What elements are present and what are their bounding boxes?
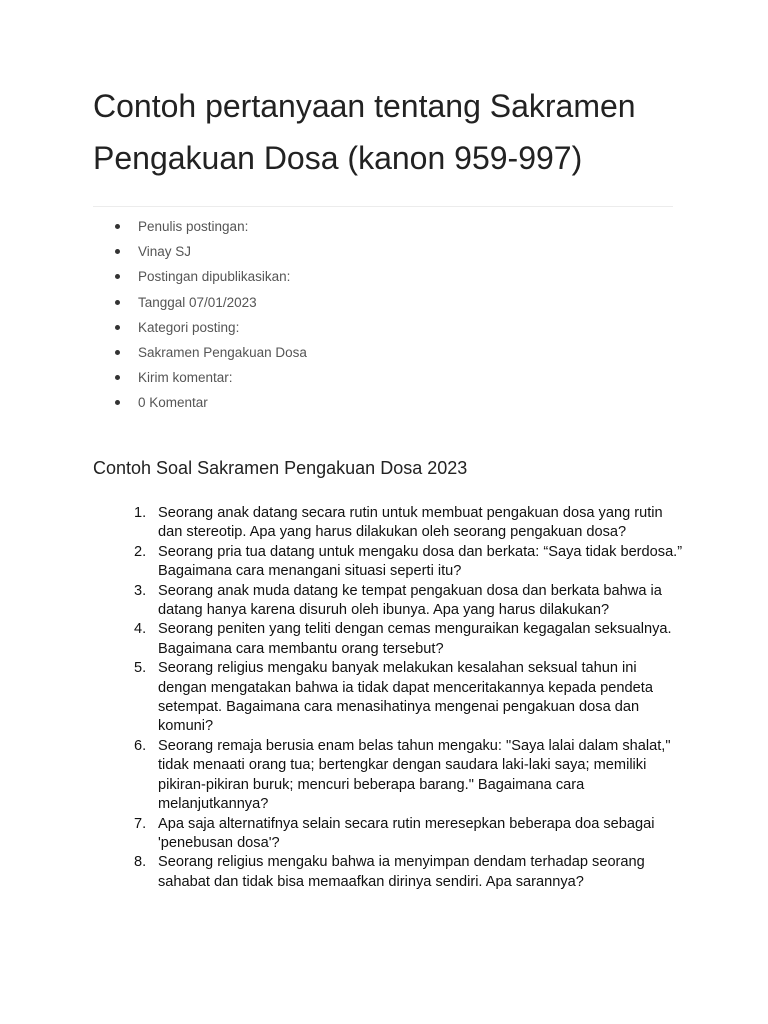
meta-item xyxy=(93,340,307,365)
post-meta-list xyxy=(93,214,307,416)
question-number: 5. xyxy=(134,660,147,677)
bullet-icon xyxy=(115,300,120,305)
question-number: 1. xyxy=(134,505,147,521)
question-number: 2. xyxy=(134,543,147,560)
section-heading: Contoh Soal Sakramen Pengakuan Dosa 2023 xyxy=(93,458,468,478)
question-number: 7. xyxy=(134,815,147,832)
list-item xyxy=(93,815,683,854)
bullet-icon xyxy=(115,249,120,254)
meta-item xyxy=(93,214,307,239)
meta-item xyxy=(93,315,307,340)
bullet-icon xyxy=(115,325,120,330)
meta-published-value: Tanggal 07/01/2023 xyxy=(138,294,257,310)
question-number: 4. xyxy=(134,621,147,638)
meta-item xyxy=(93,365,307,390)
question-text: Seorang anak muda datang ke tempat pengakuan dosa dan berkata bahwa ia datang hanya karena disuruh oleh ibunya. Apa yang harus dilakukan? xyxy=(158,582,662,619)
question-text: Seorang remaja berusia enam belas tahun mengaku: "Saya lalai dalam shalat," tidak menaati orang tua; bertengkar dengan saudara laki-laki saya; memiliki pikiran-pikiran buruk; mencuri beberapa barang." Bagaimana cara melanjutkannya? xyxy=(158,737,671,813)
question-number: 6. xyxy=(134,737,147,754)
list-item xyxy=(93,504,683,543)
bullet-icon xyxy=(115,375,120,380)
meta-item xyxy=(93,390,307,415)
question-text: Apa saja alternatifnya selain secara rutin meresepkan beberapa doa sebagai 'penebusan dosa'? xyxy=(158,815,655,851)
list-item xyxy=(93,620,683,659)
question-text: Seorang anak datang secara rutin untuk membuat pengakuan dosa yang rutin dan stereotip. Apa yang harus dilakukan oleh seorang pengakuan dosa? xyxy=(158,505,663,541)
meta-category-value: Sakramen Pengakuan Dosa xyxy=(138,344,307,360)
question-text: Seorang religius mengaku bahwa ia menyimpan dendam terhadap seorang sahabat dan tidak bisa memaafkan dirinya sendiri. Apa sarannya? xyxy=(158,854,645,890)
question-text: Seorang pria tua datang untuk mengaku dosa dan berkata: “Saya tidak berdosa.” Bagaimana cara menangani situasi seperti itu? xyxy=(158,543,683,580)
meta-comment-label: Kirim komentar: xyxy=(138,370,233,386)
meta-author-value: Vinay SJ xyxy=(138,244,192,260)
meta-category-label: Kategori posting: xyxy=(138,319,240,335)
list-item xyxy=(93,582,683,621)
question-text: Seorang religius mengaku banyak melakukan kesalahan seksual tahun ini dengan mengatakan bahwa ia tidak dapat menceritakannya kepada pendeta setempat. Bagaimana cara menasihatinya mengenai pengakuan dosa dan komuni? xyxy=(158,660,653,735)
list-item xyxy=(93,659,683,737)
question-list xyxy=(93,504,683,892)
question-text: Seorang peniten yang teliti dengan cemas menguraikan kegagalan seksualnya. Bagaimana cara membantu orang tersebut? xyxy=(158,621,672,657)
list-item xyxy=(93,853,683,892)
meta-item xyxy=(93,290,307,315)
list-item xyxy=(93,737,683,815)
page-title: Contoh pertanyaan tentang Sakramen Pengakuan Dosa (kanon 959-997) xyxy=(93,88,636,176)
title-divider xyxy=(93,206,673,207)
meta-author-label: Penulis postingan: xyxy=(138,219,249,234)
bullet-icon xyxy=(115,350,120,355)
meta-published-label: Postingan dipublikasikan: xyxy=(138,269,291,285)
question-number: 8. xyxy=(134,854,147,871)
list-item xyxy=(93,543,683,582)
question-number: 3. xyxy=(134,582,147,599)
bullet-icon xyxy=(115,400,120,405)
meta-comment-value: 0 Komentar xyxy=(138,395,208,411)
meta-item xyxy=(93,239,307,264)
meta-item xyxy=(93,264,307,289)
bullet-icon xyxy=(115,274,120,279)
bullet-icon xyxy=(115,224,120,229)
